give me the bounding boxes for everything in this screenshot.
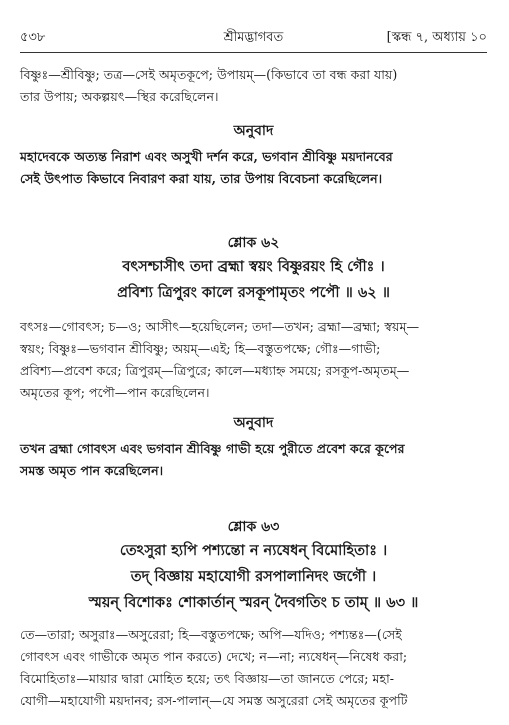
page-header (20, 28, 487, 50)
verse-heading: শ্লোক ৬৩ (227, 519, 280, 535)
gloss-line: বিমোহিতাঃ—মায়ার দ্বারা মোহিত হয়ে; তৎ বিজ্ঞায়—তা জানতে পেরে; মহা- (20, 671, 395, 686)
gloss-line: তার উপায়; অকল্পয়ৎ—স্থির করেছিলেন। (20, 89, 219, 104)
verse-62-section (20, 232, 487, 312)
gloss-line: স্বয়ং; বিষ্ণুঃ—ভগবান শ্রীবিষ্ণু; অয়ম্—এই; হি—বস্তুতপক্ষে; গৌঃ—গাভী; (20, 341, 381, 356)
word-gloss-62 (20, 316, 487, 404)
translation-section-2 (20, 412, 487, 482)
translation-section-1 (20, 120, 487, 190)
verse-line: প্রবিশ্য ত্রিপুরং কালে রসকূপামৃতং পপৌ ॥ ৬২ ॥ (117, 284, 390, 301)
translation-line: তখন ব্রহ্মা গোবৎস এবং ভগবান শ্রীবিষ্ণু গাভী হয়ে পুরীতে প্রবেশ করে কূপের (20, 441, 405, 456)
gloss-line: গোবৎস এবং গাভীকে অমৃত পান করতে) দেখে; ন—না; ন্যষেধন্—নিষেধ করা; (20, 649, 408, 664)
verse-line: বৎসশ্চাসীৎ তদা ব্রহ্মা স্বয়ং বিষ্ণুরয়ং হি গৌঃ । (122, 258, 385, 275)
translation-line: সমস্ত অমৃত পান করেছিলেন। (20, 463, 164, 478)
verse-line: তেঽসুরা হ্যপি পশ্যন্তো ন ন্যষেধন্ বিমোহিতাঃ । (119, 542, 388, 559)
verse-line: স্ময়ন্ বিশোকঃ শোকার্তান্ স্মরন্ দৈবগতিং চ তাম্ ॥ ৬৩ ॥ (88, 594, 419, 611)
page-number: ৫৩৮ (20, 30, 46, 45)
translation-line: মহাদেবকে অত্যন্ত নিরাশ এবং অসুখী দর্শন করে, ভগবান শ্রীবিষ্ণু ময়দানবের (20, 149, 393, 164)
translation-heading: অনুবাদ (233, 123, 274, 139)
gloss-line: বিষ্ণুঃ—শ্রীবিষ্ণু; তত্র—সেই অমৃতকূপে; উপায়ম্—(কিভাবে তা বন্ধ করা যায়) (20, 67, 398, 82)
verse-heading: শ্লোক ৬২ (227, 235, 280, 251)
gloss-line: তে—তারা; অসুরাঃ—অসুরেরা; হি—বস্তুতপক্ষে; অপি—যদিও; পশ্যন্তঃ—(সেই (20, 627, 402, 642)
word-gloss-top (20, 64, 487, 108)
gloss-line: যোগী—মহাযোগী ময়দানব; রস-পালান্—যে সমস্ত অসুরেরা সেই অমৃতের কূপটি (20, 693, 408, 708)
word-gloss-63 (20, 624, 487, 712)
verse-63-section (20, 516, 487, 616)
chapter-reference: [স্কন্ধ ৭, অধ্যায় ১০ (386, 30, 487, 45)
translation-heading: অনুবাদ (233, 415, 274, 431)
gloss-line: প্রবিশ্য—প্রবেশ করে; ত্রিপুরম্—ত্রিপুরে; কালে—মধ্যাহ্ন সময়ে; রসকূপ-অমৃতম্— (20, 363, 410, 378)
verse-line: তদ্ বিজ্ঞায় মহাযোগী রসপালানিদং জগৌ । (130, 568, 377, 585)
header-divider (20, 52, 487, 53)
translation-line: সেই উৎপাত কিভাবে নিবারণ করা যায়, তার উপায় বিবেচনা করেছিলেন। (20, 171, 383, 186)
gloss-line: বৎসঃ—গোবৎস; চ—ও; আসীৎ—হয়েছিলেন; তদা—তখন; ব্রহ্মা—ব্রহ্মা; স্বয়ম্— (20, 319, 420, 334)
book-title: শ্রীমদ্ভাগবত (223, 30, 284, 45)
gloss-line: অমৃতের কূপ; পপৌ—পান করেছিলেন। (20, 385, 210, 400)
